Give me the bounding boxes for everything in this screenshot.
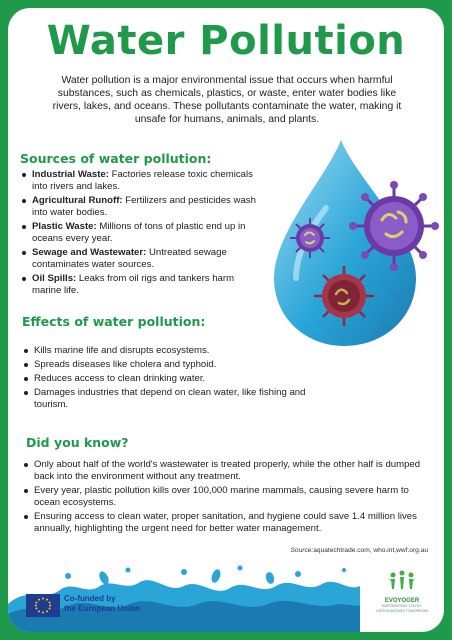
list-item: Agricultural Runoff: Fertilizers and pesticides wash into water bodies. <box>22 195 262 219</box>
did-you-know-heading: Did you know? <box>26 435 129 450</box>
evoyoger-logo: EVOYOGER EMPOWERING YOUTH, SAFEGUARDING TOMORROW <box>370 570 434 613</box>
list-item: Every year, plastic pollution kills over 100,000 marine mammals, causing severe harm to ocean ecosystems. <box>24 485 426 509</box>
water-drop-virus-illustration <box>266 138 444 358</box>
list-item: Plastic Waste: Millions of tons of plastic end up in oceans every year. <box>22 221 262 245</box>
did-you-know-list <box>24 459 426 537</box>
intro-paragraph: Water pollution is a major environmental issue that occurs when harmful substances, such as chemicals, plastics, or waste, enter water bodies like rivers, lakes, and oceans. These pollutants contaminate the water, making it unsafe for humans, animals, and plants. <box>52 75 402 125</box>
list-item: Damages industries that depend on clean water, like fishing and tourism. <box>24 387 314 411</box>
page-title: Water Pollution <box>46 18 406 64</box>
effects-heading: Effects of water pollution: <box>22 314 206 329</box>
people-icon <box>385 570 419 592</box>
effects-list <box>24 345 314 413</box>
eu-cofunded-label: Co-funded by the European Union <box>64 594 140 613</box>
virus-large <box>349 181 439 271</box>
eu-flag-icon <box>26 594 60 617</box>
list-item: Spreads diseases like cholera and typhoid. <box>24 359 314 371</box>
source-credit: Source:aquatechtrade.com, who.int,wwf.org.au <box>290 547 428 554</box>
sources-heading: Sources of water pollution: <box>20 151 212 166</box>
poster-card <box>8 8 444 632</box>
virus-red <box>314 266 374 326</box>
sources-list <box>22 169 262 299</box>
list-item: Reduces access to clean drinking water. <box>24 373 314 385</box>
list-item: Oil Spills: Leaks from oil rigs and tankers harm marine life. <box>22 273 262 297</box>
list-item: Ensuring access to clean water, proper sanitation, and hygiene could save 1.4 million lives annually, highlighting the urgent need for better water management. <box>24 511 426 535</box>
list-item: Kills marine life and disrupts ecosystems. <box>24 345 314 357</box>
list-item: Only about half of the world's wastewater is treated properly, while the other half is dumped back into the environment without any treatment. <box>24 459 426 483</box>
list-item: Industrial Waste: Factories release toxic chemicals into rivers and lakes. <box>22 169 262 193</box>
virus-small <box>290 218 330 258</box>
list-item: Sewage and Wastewater: Untreated sewage contaminates water sources. <box>22 247 262 271</box>
